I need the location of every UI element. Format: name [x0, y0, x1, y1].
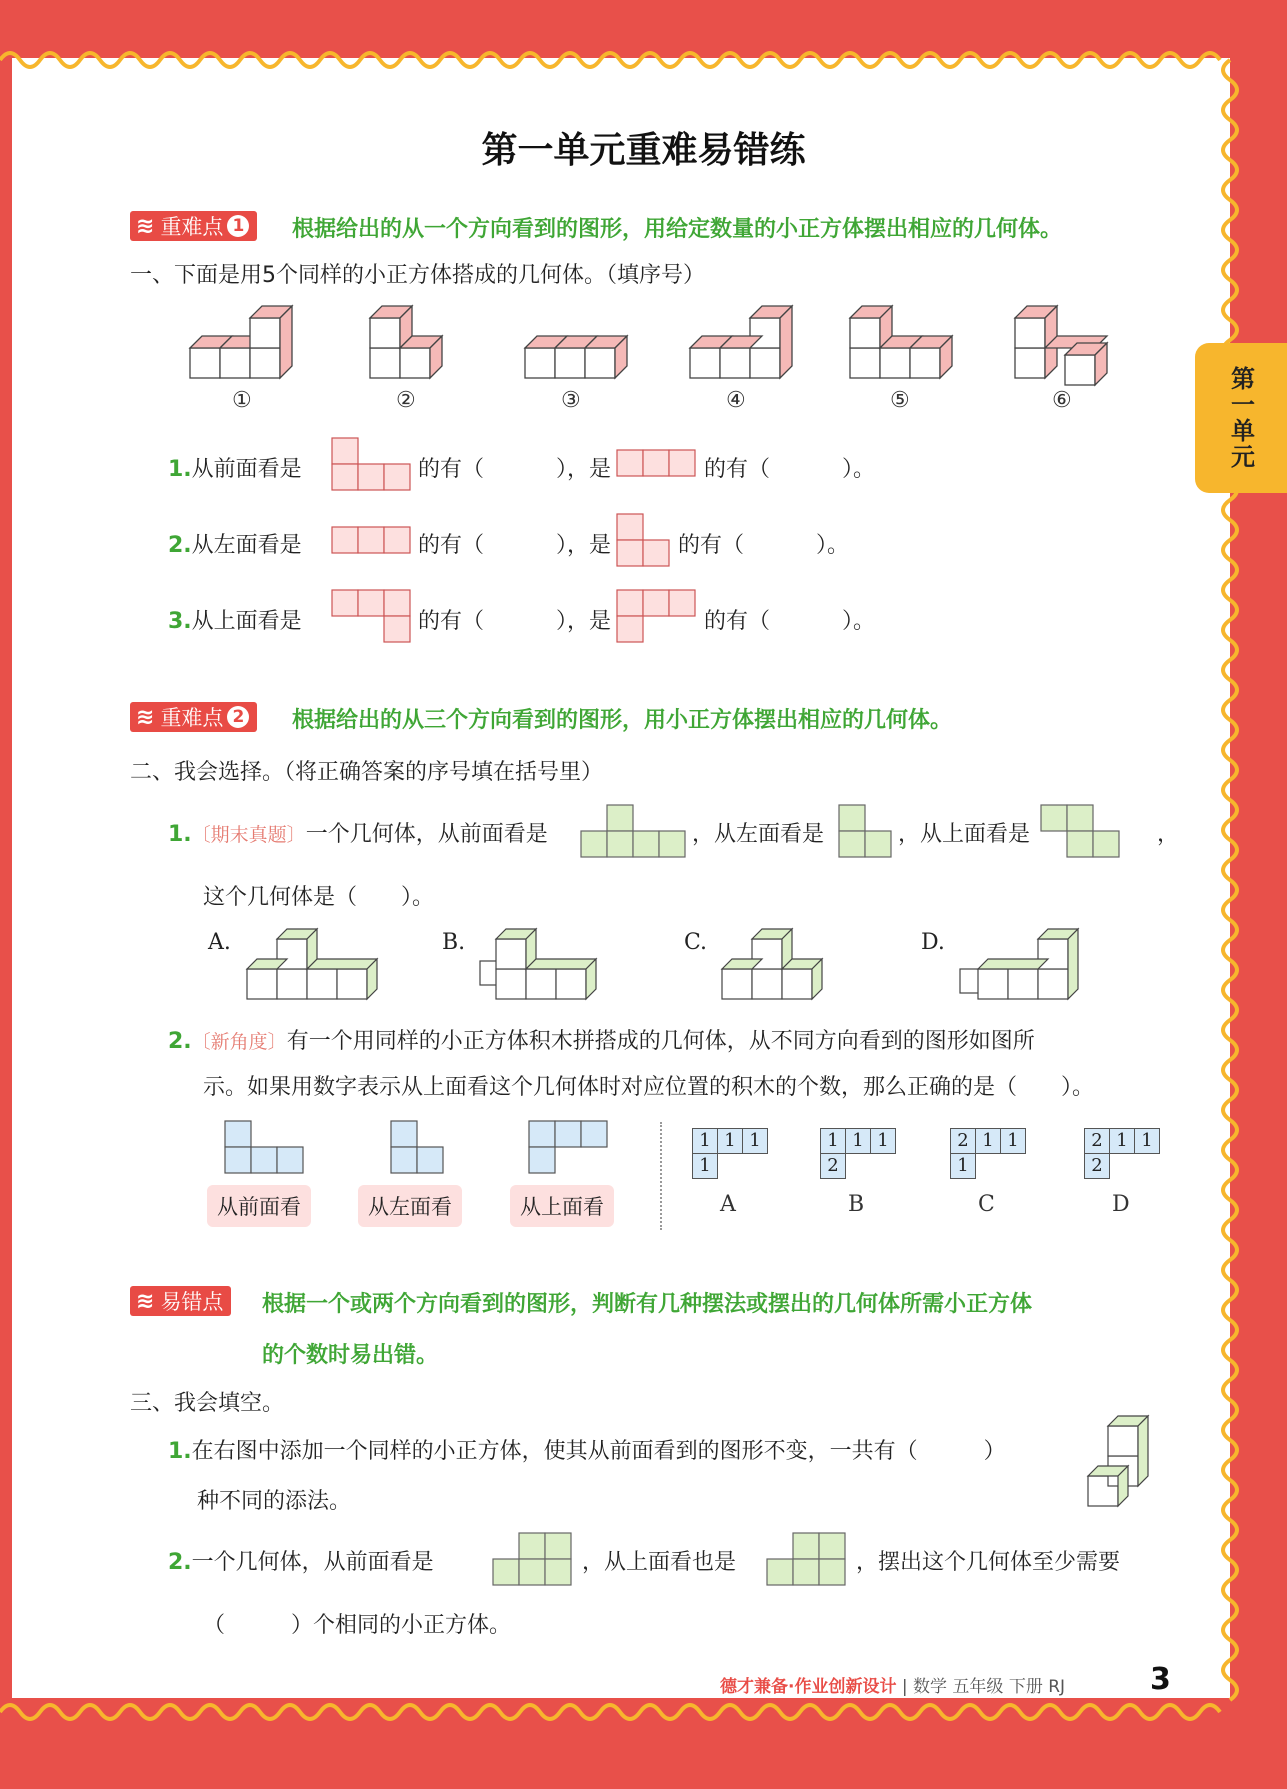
- question-1-2: [168, 528, 302, 559]
- option-label-d[interactable]: D.: [921, 930, 945, 955]
- blank-1-1-b[interactable]: 的有（: [704, 457, 771, 482]
- badge-label: 易错点: [160, 1290, 224, 1314]
- option-figure-c[interactable]: [720, 925, 840, 1005]
- view-label-left: 从左面看: [358, 1185, 462, 1227]
- blank-1-3-a[interactable]: 的有（: [418, 609, 485, 634]
- q3-2-c: ，摆出这个几何体至少需要: [856, 1550, 1121, 1575]
- grid-cell: 2: [820, 1153, 846, 1179]
- question-3-1: [168, 1434, 1006, 1465]
- q1-1-mid: ），是: [556, 457, 612, 482]
- q-tag: 〔期末真题〕: [191, 824, 306, 846]
- q1-1-end: ）。: [842, 457, 876, 482]
- blank-1-2-b[interactable]: 的有（: [678, 533, 745, 558]
- page-number: 3: [1150, 1662, 1171, 1697]
- right-wavy-border: [1210, 0, 1250, 1789]
- q-number: 3.: [168, 609, 192, 634]
- question-1-1: [168, 452, 302, 483]
- figure-2: [360, 300, 470, 385]
- section-3-heading: 三、我会填空。: [130, 1391, 285, 1416]
- grid-cell: 1: [870, 1128, 896, 1154]
- waves-icon: ≋: [136, 704, 155, 730]
- blue-view-top: [528, 1120, 610, 1176]
- grid-cell: 1: [820, 1128, 846, 1154]
- blue-view-front: [224, 1120, 306, 1176]
- q-number: 2.: [168, 533, 192, 558]
- bottom-wavy-border: [0, 1692, 1287, 1732]
- option-figure-b[interactable]: [478, 925, 598, 1005]
- figure-label-2: ②: [396, 388, 416, 413]
- badge-number: 1: [227, 215, 249, 237]
- key-point-badge-2: [130, 702, 257, 732]
- view-shape-top-b: [616, 589, 698, 645]
- error-point-badge: [130, 1286, 231, 1316]
- grid-label: A: [720, 1192, 736, 1217]
- q3-2-b: ，从上面看也是: [582, 1550, 737, 1575]
- grid-label: D: [1112, 1192, 1130, 1217]
- q-text: 从前面看是: [191, 457, 302, 482]
- top-wavy-border: [0, 40, 1287, 80]
- q3-2-line2: （ ）个相同的小正方体。: [203, 1613, 512, 1638]
- green-view-front: [492, 1532, 574, 1588]
- blue-view-left: [390, 1120, 446, 1176]
- badge-label: 重难点: [160, 215, 224, 239]
- q-text: 有一个用同样的小正方体积木拼搭成的几何体，从不同方向看到的图形如图所: [286, 1029, 1035, 1054]
- grid-cell: 1: [692, 1128, 718, 1154]
- q-text: 从左面看是: [191, 533, 302, 558]
- footer-brand: 德才兼备·作业创新设计: [720, 1677, 897, 1697]
- q2-1-d: ，: [1157, 822, 1180, 847]
- green-view-top: [766, 1532, 848, 1588]
- q-number: 2.: [168, 1550, 192, 1575]
- grid-cell: 1: [950, 1153, 976, 1179]
- error-point-desc-1: 根据一个或两个方向看到的图形，判断有几种摆法或摆出的几何体所需小正方体: [262, 1292, 1033, 1317]
- figure-1: [180, 300, 310, 385]
- q2-1-b: ，从左面看是: [692, 822, 825, 847]
- q-tag: 〔新角度〕: [191, 1031, 287, 1053]
- q-number: 1.: [168, 822, 192, 847]
- grid-cell: 2: [1084, 1153, 1110, 1179]
- grid-cell: 1: [717, 1128, 743, 1154]
- q2-1-line2: 这个几何体是（ ）。: [203, 885, 435, 910]
- q-number: 1.: [168, 457, 192, 482]
- question-2-1: [168, 817, 548, 848]
- divider: [660, 1122, 662, 1230]
- error-point-desc-2: 的个数时易出错。: [262, 1343, 439, 1368]
- figure-label-3: ③: [561, 388, 581, 413]
- q1-2-mid: ），是: [556, 533, 612, 558]
- blank-1-1-a[interactable]: 的有（: [418, 457, 485, 482]
- waves-icon: ≋: [136, 1288, 155, 1314]
- waves-icon: ≋: [136, 213, 155, 239]
- question-3-2: [168, 1545, 434, 1576]
- q1-3-end: ）。: [842, 609, 876, 634]
- page-title: 第一单元重难易错练: [481, 130, 806, 171]
- grid-label: B: [848, 1192, 865, 1217]
- section-1-heading: 一、下面是用5个同样的小正方体搭成的几何体。（填序号）: [130, 263, 705, 288]
- grid-cell: 2: [950, 1128, 976, 1154]
- q2-2-line2: 示。如果用数字表示从上面看这个几何体时对应位置的积木的个数，那么正确的是（ ）。: [203, 1075, 1095, 1100]
- view-label-top: 从上面看: [510, 1185, 614, 1227]
- grid-cell: 1: [975, 1128, 1001, 1154]
- cube-stack-figure: [1086, 1420, 1166, 1510]
- footer: [720, 1672, 1065, 1697]
- figure-5: [840, 300, 970, 385]
- q-number: 1.: [168, 1439, 192, 1464]
- grid-cell: 1: [1109, 1128, 1135, 1154]
- q-text: 一个几何体，从前面看是: [191, 1550, 434, 1575]
- q-text: 在右图中添加一个同样的小正方体，使其从前面看到的图形不变，一共有（ ）: [191, 1439, 1006, 1464]
- option-label-a[interactable]: A.: [208, 930, 231, 955]
- grid-cell: 1: [1000, 1128, 1026, 1154]
- blank-1-2-a[interactable]: 的有（: [418, 533, 485, 558]
- unit-side-tab[interactable]: [1195, 343, 1287, 493]
- grid-cell: 1: [845, 1128, 871, 1154]
- figure-4: [680, 300, 810, 385]
- key-point-desc-1: 根据给出的从一个方向看到的图形，用给定数量的小正方体摆出相应的几何体。: [292, 217, 1063, 242]
- q-text: 一个几何体，从前面看是: [305, 822, 548, 847]
- figure-label-6: ⑥: [1052, 388, 1072, 413]
- badge-number: 2: [227, 706, 249, 728]
- q-text: 从上面看是: [191, 609, 302, 634]
- grid-label: C: [978, 1192, 995, 1217]
- view-front-green: [580, 804, 688, 860]
- figure-label-4: ④: [726, 388, 746, 413]
- view-shape-front-a: [331, 437, 413, 491]
- q1-3-mid: ），是: [556, 609, 612, 634]
- figure-label-1: ①: [232, 388, 252, 413]
- view-shape-left-a: [331, 526, 413, 556]
- figure-6: [1005, 300, 1125, 385]
- q1-2-end: ）。: [816, 533, 850, 558]
- view-top-green: [1040, 804, 1122, 860]
- q2-1-c: ，从上面看是: [898, 822, 1031, 847]
- grid-cell: 1: [742, 1128, 768, 1154]
- figure-label-5: ⑤: [890, 388, 910, 413]
- footer-sep: |: [901, 1677, 914, 1697]
- key-point-badge-1: [130, 211, 257, 241]
- option-label-b[interactable]: B.: [442, 930, 466, 955]
- view-left-green: [838, 804, 894, 860]
- question-2-2: [168, 1024, 1035, 1055]
- view-shape-front-b: [616, 449, 698, 479]
- key-point-desc-2: 根据给出的从三个方向看到的图形，用小正方体摆出相应的几何体。: [292, 708, 953, 733]
- option-figure-d[interactable]: [958, 925, 1078, 1005]
- question-1-3: [168, 604, 302, 635]
- badge-label: 重难点: [160, 706, 224, 730]
- grid-cell: 1: [1134, 1128, 1160, 1154]
- q3-1-line2: 种不同的添法。: [197, 1489, 352, 1514]
- grid-cell: 1: [692, 1153, 718, 1179]
- blank-1-3-b[interactable]: 的有（: [704, 609, 771, 634]
- section-2-heading: 二、我会选择。（将正确答案的序号填在括号里）: [130, 760, 604, 785]
- view-shape-left-b: [616, 513, 672, 569]
- figure-3: [515, 300, 645, 385]
- grid-cell: 2: [1084, 1128, 1110, 1154]
- option-label-c[interactable]: C.: [684, 930, 708, 955]
- side-tab-label: 第一单元: [1226, 366, 1255, 470]
- view-label-front: 从前面看: [207, 1185, 311, 1227]
- q-number: 2.: [168, 1029, 192, 1054]
- option-figure-a[interactable]: [245, 925, 375, 1005]
- view-shape-top-a: [331, 589, 413, 645]
- footer-info: 数学 五年级 下册 RJ: [913, 1677, 1066, 1697]
